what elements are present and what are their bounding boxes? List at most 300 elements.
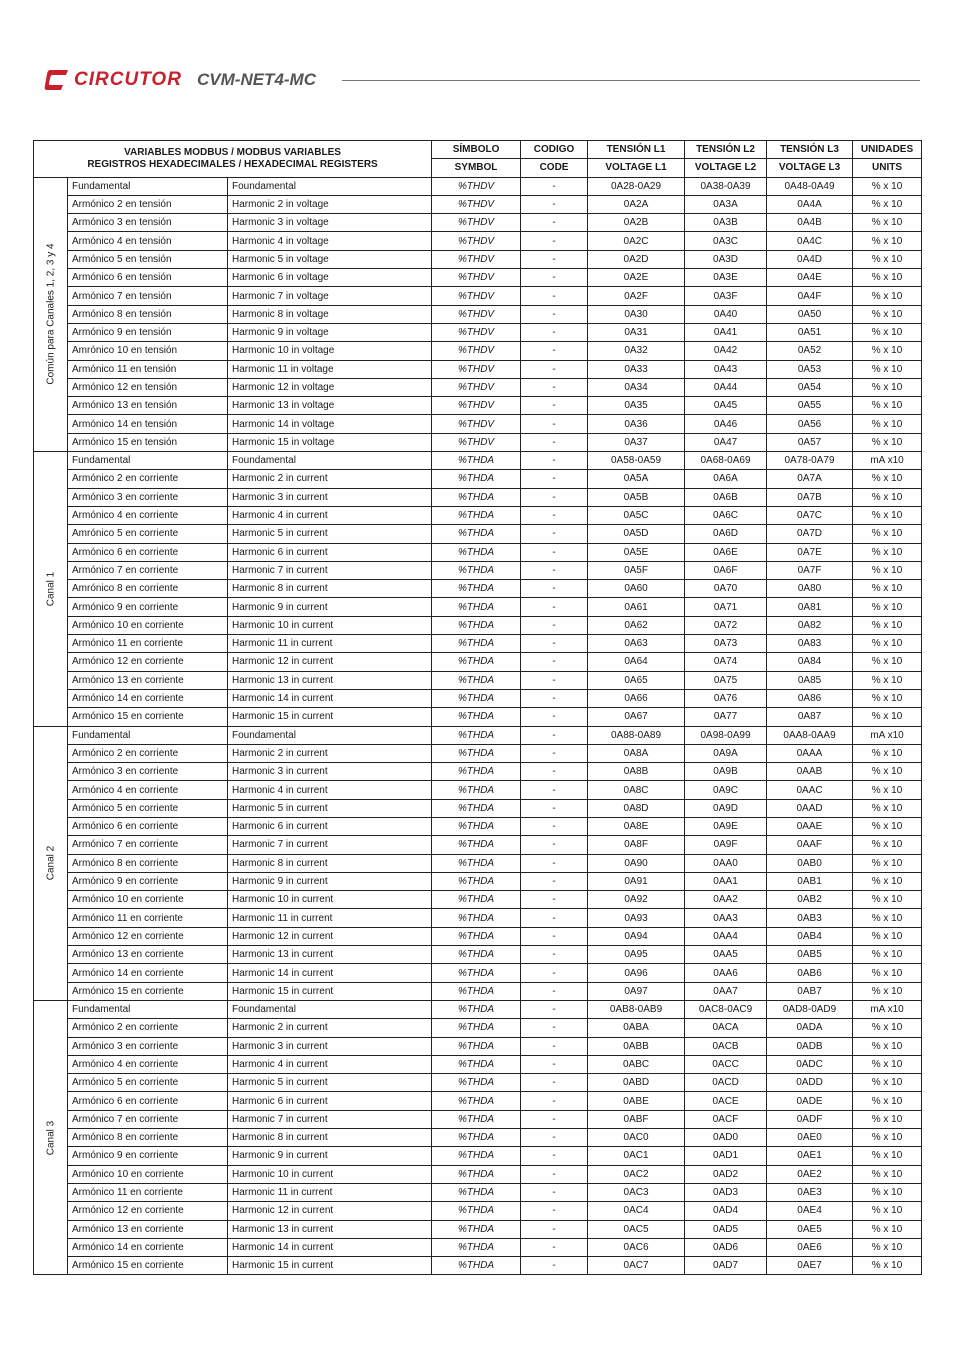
cell-register-l2: 0AD3	[685, 1183, 767, 1201]
table-row	[34, 378, 922, 396]
cell-register-l3: 0AAD	[767, 799, 853, 817]
cell-code: -	[521, 1110, 588, 1128]
cell-code: -	[521, 927, 588, 945]
cell-code: -	[521, 177, 588, 195]
cell-units: % x 10	[853, 1110, 922, 1128]
cell-register-l3: 0AA8-0AA9	[767, 726, 853, 744]
cell-description-es: Armónico 15 en tensión	[68, 433, 228, 451]
cell-register-l1: 0AC3	[588, 1183, 685, 1201]
cell-description-es: Armónico 10 en corriente	[68, 616, 228, 634]
cell-description-es: Armónico 9 en corriente	[68, 872, 228, 890]
cell-code: -	[521, 287, 588, 305]
cell-register-l3: 0A81	[767, 598, 853, 616]
cell-register-l2: 0A98-0A99	[685, 726, 767, 744]
cell-code: -	[521, 232, 588, 250]
cell-description-en: Foundamental	[228, 177, 432, 195]
cell-units: % x 10	[853, 616, 922, 634]
cell-description-en: Harmonic 2 in current	[228, 744, 432, 762]
cell-register-l1: 0A30	[588, 305, 685, 323]
cell-description-en: Harmonic 10 in current	[228, 616, 432, 634]
cell-code: -	[521, 872, 588, 890]
cell-description-es: Armónico 15 en corriente	[68, 982, 228, 1000]
cell-register-l2: 0AD5	[685, 1220, 767, 1238]
cell-register-l3: 0AAB	[767, 763, 853, 781]
cell-symbol: %THDV	[432, 360, 521, 378]
cell-code: -	[521, 891, 588, 909]
cell-description-es: Armónico 6 en corriente	[68, 1092, 228, 1110]
model-name: CVM-NET4-MC	[197, 70, 316, 89]
cell-symbol: %THDA	[432, 1074, 521, 1092]
cell-register-l2: 0A9E	[685, 817, 767, 835]
cell-symbol: %THDA	[432, 1110, 521, 1128]
cell-register-l1: 0AB8-0AB9	[588, 1000, 685, 1018]
cell-register-l2: 0A47	[685, 433, 767, 451]
cell-units: % x 10	[853, 488, 922, 506]
cell-description-es: Armónico 7 en tensión	[68, 287, 228, 305]
cell-description-en: Harmonic 15 in current	[228, 1257, 432, 1275]
cell-description-en: Harmonic 6 in current	[228, 543, 432, 561]
cell-description-en: Harmonic 6 in voltage	[228, 269, 432, 287]
cell-description-en: Harmonic 5 in current	[228, 525, 432, 543]
cell-register-l3: 0A50	[767, 305, 853, 323]
table-row	[34, 763, 922, 781]
cell-register-l2: 0AA3	[685, 909, 767, 927]
cell-units: % x 10	[853, 250, 922, 268]
table-row	[34, 177, 922, 195]
cell-description-en: Harmonic 8 in current	[228, 854, 432, 872]
table-row	[34, 433, 922, 451]
cell-units: % x 10	[853, 708, 922, 726]
cell-symbol: %THDA	[432, 763, 521, 781]
cell-symbol: %THDA	[432, 744, 521, 762]
table-row	[34, 561, 922, 579]
cell-register-l2: 0A76	[685, 689, 767, 707]
cell-register-l2: 0AD0	[685, 1129, 767, 1147]
cell-symbol: %THDV	[432, 195, 521, 213]
cell-register-l2: 0AA4	[685, 927, 767, 945]
cell-register-l1: 0A8F	[588, 836, 685, 854]
header-divider	[342, 80, 920, 81]
cell-description-en: Foundamental	[228, 726, 432, 744]
table-title	[34, 141, 432, 178]
cell-code: -	[521, 342, 588, 360]
cell-description-es: Armónico 12 en tensión	[68, 378, 228, 396]
cell-code: -	[521, 1074, 588, 1092]
cell-register-l3: 0A78-0A79	[767, 452, 853, 470]
cell-units: mA x10	[853, 1000, 922, 1018]
cell-description-es: Armónico 11 en corriente	[68, 1183, 228, 1201]
cell-register-l1: 0A8B	[588, 763, 685, 781]
cell-description-en: Harmonic 13 in voltage	[228, 397, 432, 415]
cell-register-l1: 0A5B	[588, 488, 685, 506]
table-row	[34, 817, 922, 835]
cell-symbol: %THDA	[432, 543, 521, 561]
cell-symbol: %THDA	[432, 580, 521, 598]
cell-description-es: Armónico 2 en corriente	[68, 1019, 228, 1037]
cell-units: % x 10	[853, 580, 922, 598]
cell-description-es: Armónico 3 en tensión	[68, 214, 228, 232]
cell-register-l2: 0A70	[685, 580, 767, 598]
cell-code: -	[521, 1129, 588, 1147]
cell-code: -	[521, 799, 588, 817]
cell-units: % x 10	[853, 1129, 922, 1147]
cell-symbol: %THDA	[432, 964, 521, 982]
cell-register-l3: 0AE0	[767, 1129, 853, 1147]
group-label: Canal 1	[45, 571, 56, 606]
cell-description-en: Harmonic 15 in voltage	[228, 433, 432, 451]
cell-register-l2: 0A9D	[685, 799, 767, 817]
table-row	[34, 1055, 922, 1073]
table-row	[34, 506, 922, 524]
cell-symbol: %THDA	[432, 525, 521, 543]
cell-register-l1: 0A2C	[588, 232, 685, 250]
cell-units: % x 10	[853, 653, 922, 671]
cell-units: % x 10	[853, 177, 922, 195]
cell-register-l3: 0AE4	[767, 1202, 853, 1220]
cell-symbol: %THDV	[432, 342, 521, 360]
cell-description-es: Armónico 3 en corriente	[68, 763, 228, 781]
cell-code: -	[521, 1092, 588, 1110]
cell-description-es: Armónico 3 en corriente	[68, 488, 228, 506]
cell-description-es: Armónico 15 en corriente	[68, 708, 228, 726]
cell-symbol: %THDA	[432, 854, 521, 872]
cell-code: -	[521, 415, 588, 433]
cell-symbol: %THDA	[432, 1129, 521, 1147]
table-title-line1: VARIABLES MODBUS / MODBUS VARIABLES	[124, 146, 341, 158]
cell-description-es: Armónico 2 en corriente	[68, 744, 228, 762]
cell-register-l3: 0AB4	[767, 927, 853, 945]
col-header-l1-en: VOLTAGE L1	[588, 159, 685, 177]
cell-description-es: Amrónico 8 en corriente	[68, 580, 228, 598]
cell-symbol: %THDA	[432, 1202, 521, 1220]
cell-register-l3: 0AE6	[767, 1238, 853, 1256]
cell-code: -	[521, 1037, 588, 1055]
cell-description-es: Armónico 12 en corriente	[68, 927, 228, 945]
cell-register-l2: 0A3D	[685, 250, 767, 268]
cell-code: -	[521, 964, 588, 982]
cell-description-en: Harmonic 10 in current	[228, 1165, 432, 1183]
cell-register-l2: 0AD6	[685, 1238, 767, 1256]
cell-symbol: %THDA	[432, 891, 521, 909]
cell-code: -	[521, 433, 588, 451]
cell-description-es: Armónico 9 en tensión	[68, 323, 228, 341]
cell-description-es: Armónico 9 en corriente	[68, 1147, 228, 1165]
cell-symbol: %THDA	[432, 817, 521, 835]
cell-units: % x 10	[853, 1165, 922, 1183]
cell-register-l2: 0A73	[685, 635, 767, 653]
cell-register-l3: 0AD8-0AD9	[767, 1000, 853, 1018]
cell-code: -	[521, 744, 588, 762]
cell-code: -	[521, 214, 588, 232]
cell-register-l2: 0A6A	[685, 470, 767, 488]
cell-symbol: %THDV	[432, 250, 521, 268]
cell-register-l3: 0AE7	[767, 1257, 853, 1275]
cell-register-l3: 0A56	[767, 415, 853, 433]
cell-units: % x 10	[853, 1037, 922, 1055]
cell-units: % x 10	[853, 433, 922, 451]
cell-symbol: %THDV	[432, 415, 521, 433]
cell-register-l3: 0A80	[767, 580, 853, 598]
cell-units: % x 10	[853, 1257, 922, 1275]
cell-register-l1: 0A2D	[588, 250, 685, 268]
cell-description-es: Fundamental	[68, 1000, 228, 1018]
cell-register-l3: 0ADC	[767, 1055, 853, 1073]
cell-register-l2: 0A38-0A39	[685, 177, 767, 195]
cell-register-l1: 0A64	[588, 653, 685, 671]
cell-register-l3: 0AE1	[767, 1147, 853, 1165]
table-row	[34, 982, 922, 1000]
cell-units: % x 10	[853, 744, 922, 762]
cell-symbol: %THDA	[432, 470, 521, 488]
cell-code: -	[521, 982, 588, 1000]
cell-units: % x 10	[853, 543, 922, 561]
cell-register-l1: 0A5A	[588, 470, 685, 488]
cell-code: -	[521, 1257, 588, 1275]
cell-register-l2: 0ACA	[685, 1019, 767, 1037]
cell-symbol: %THDV	[432, 397, 521, 415]
cell-code: -	[521, 1220, 588, 1238]
group-label: Canal 3	[45, 1120, 56, 1155]
table-row	[34, 232, 922, 250]
cell-register-l1: 0A2F	[588, 287, 685, 305]
cell-units: % x 10	[853, 635, 922, 653]
table-row	[34, 415, 922, 433]
cell-code: -	[521, 1147, 588, 1165]
cell-description-en: Harmonic 6 in current	[228, 1092, 432, 1110]
cell-register-l1: 0A37	[588, 433, 685, 451]
col-header-l3-en: VOLTAGE L3	[767, 159, 853, 177]
cell-register-l3: 0A7A	[767, 470, 853, 488]
table-body	[34, 177, 922, 1275]
cell-register-l3: 0A86	[767, 689, 853, 707]
cell-register-l3: 0AB0	[767, 854, 853, 872]
cell-units: % x 10	[853, 342, 922, 360]
cell-register-l3: 0AAE	[767, 817, 853, 835]
cell-register-l2: 0A41	[685, 323, 767, 341]
cell-register-l3: 0A4D	[767, 250, 853, 268]
cell-register-l2: 0A9B	[685, 763, 767, 781]
cell-register-l1: 0ABA	[588, 1019, 685, 1037]
cell-code: -	[521, 378, 588, 396]
cell-register-l3: 0AE2	[767, 1165, 853, 1183]
table-row	[34, 305, 922, 323]
cell-symbol: %THDA	[432, 982, 521, 1000]
cell-units: % x 10	[853, 305, 922, 323]
cell-units: mA x10	[853, 452, 922, 470]
cell-register-l2: 0ACC	[685, 1055, 767, 1073]
cell-register-l2: 0A6E	[685, 543, 767, 561]
cell-symbol: %THDA	[432, 872, 521, 890]
cell-register-l1: 0AC2	[588, 1165, 685, 1183]
cell-description-en: Harmonic 12 in current	[228, 927, 432, 945]
cell-symbol: %THDV	[432, 177, 521, 195]
cell-register-l1: 0A61	[588, 598, 685, 616]
cell-register-l1: 0A96	[588, 964, 685, 982]
table-row	[34, 452, 922, 470]
cell-register-l1: 0A31	[588, 323, 685, 341]
table-row	[34, 269, 922, 287]
cell-description-en: Harmonic 5 in current	[228, 799, 432, 817]
table-row	[34, 1019, 922, 1037]
circutor-logo	[44, 68, 182, 92]
table-row	[34, 525, 922, 543]
cell-description-en: Harmonic 9 in voltage	[228, 323, 432, 341]
cell-register-l2: 0A74	[685, 653, 767, 671]
cell-symbol: %THDA	[432, 598, 521, 616]
cell-description-en: Harmonic 7 in current	[228, 1110, 432, 1128]
page-header	[44, 66, 922, 94]
cell-register-l2: 0A77	[685, 708, 767, 726]
cell-register-l3: 0A7C	[767, 506, 853, 524]
cell-units: % x 10	[853, 561, 922, 579]
cell-description-es: Amrónico 5 en corriente	[68, 525, 228, 543]
cell-description-es: Armónico 6 en corriente	[68, 817, 228, 835]
cell-units: % x 10	[853, 1183, 922, 1201]
cell-description-es: Armónico 13 en corriente	[68, 1220, 228, 1238]
cell-description-en: Harmonic 8 in current	[228, 1129, 432, 1147]
cell-code: -	[521, 946, 588, 964]
cell-register-l1: 0A97	[588, 982, 685, 1000]
cell-units: % x 10	[853, 946, 922, 964]
cell-description-es: Armónico 14 en corriente	[68, 964, 228, 982]
cell-description-es: Armónico 4 en tensión	[68, 232, 228, 250]
cell-symbol: %THDA	[432, 1165, 521, 1183]
cell-description-es: Armónico 12 en corriente	[68, 653, 228, 671]
cell-register-l3: 0ADB	[767, 1037, 853, 1055]
cell-symbol: %THDA	[432, 1055, 521, 1073]
cell-code: -	[521, 488, 588, 506]
cell-description-es: Armónico 14 en corriente	[68, 689, 228, 707]
table-row	[34, 1220, 922, 1238]
cell-register-l3: 0A4E	[767, 269, 853, 287]
table-row	[34, 909, 922, 927]
cell-units: % x 10	[853, 287, 922, 305]
cell-code: -	[521, 543, 588, 561]
cell-code: -	[521, 836, 588, 854]
cell-register-l2: 0A6D	[685, 525, 767, 543]
col-header-symbol-en: SYMBOL	[432, 159, 521, 177]
cell-description-es: Armónico 13 en tensión	[68, 397, 228, 415]
cell-description-es: Fundamental	[68, 177, 228, 195]
cell-units: % x 10	[853, 232, 922, 250]
table-row	[34, 470, 922, 488]
cell-description-es: Armónico 8 en corriente	[68, 854, 228, 872]
cell-register-l3: 0A4A	[767, 195, 853, 213]
cell-register-l1: 0A65	[588, 671, 685, 689]
cell-register-l3: 0ADA	[767, 1019, 853, 1037]
cell-units: % x 10	[853, 1147, 922, 1165]
cell-description-en: Harmonic 4 in voltage	[228, 232, 432, 250]
cell-description-en: Harmonic 13 in current	[228, 946, 432, 964]
cell-symbol: %THDA	[432, 616, 521, 634]
cell-register-l3: 0ADD	[767, 1074, 853, 1092]
cell-symbol: %THDA	[432, 946, 521, 964]
table-row	[34, 287, 922, 305]
cell-description-es: Armónico 10 en corriente	[68, 891, 228, 909]
cell-register-l1: 0A93	[588, 909, 685, 927]
cell-description-en: Harmonic 12 in current	[228, 1202, 432, 1220]
table-row	[34, 854, 922, 872]
cell-description-en: Harmonic 12 in current	[228, 653, 432, 671]
cell-register-l2: 0ACE	[685, 1092, 767, 1110]
cell-description-es: Armónico 11 en corriente	[68, 635, 228, 653]
cell-description-es: Armónico 5 en corriente	[68, 1074, 228, 1092]
cell-register-l3: 0A48-0A49	[767, 177, 853, 195]
cell-description-en: Harmonic 3 in current	[228, 488, 432, 506]
cell-code: -	[521, 1165, 588, 1183]
cell-register-l2: 0A3B	[685, 214, 767, 232]
cell-units: % x 10	[853, 909, 922, 927]
cell-units: % x 10	[853, 1074, 922, 1092]
table-row	[34, 1183, 922, 1201]
table-row	[34, 964, 922, 982]
circutor-logo-icon	[44, 68, 70, 92]
cell-description-en: Harmonic 2 in current	[228, 470, 432, 488]
cell-register-l1: 0A8A	[588, 744, 685, 762]
table-row	[34, 488, 922, 506]
cell-register-l2: 0AC8-0AC9	[685, 1000, 767, 1018]
col-header-code-en: CODE	[521, 159, 588, 177]
cell-register-l2: 0AA7	[685, 982, 767, 1000]
cell-description-en: Harmonic 2 in voltage	[228, 195, 432, 213]
cell-units: % x 10	[853, 817, 922, 835]
cell-register-l3: 0A54	[767, 378, 853, 396]
cell-description-en: Harmonic 7 in current	[228, 561, 432, 579]
cell-register-l3: 0A55	[767, 397, 853, 415]
cell-units: % x 10	[853, 378, 922, 396]
cell-register-l1: 0A34	[588, 378, 685, 396]
cell-description-en: Harmonic 3 in current	[228, 763, 432, 781]
cell-description-es: Armónico 8 en corriente	[68, 1129, 228, 1147]
cell-description-es: Fundamental	[68, 726, 228, 744]
cell-symbol: %THDA	[432, 689, 521, 707]
cell-units: % x 10	[853, 598, 922, 616]
table-row	[34, 1238, 922, 1256]
cell-register-l3: 0AE3	[767, 1183, 853, 1201]
table-row	[34, 543, 922, 561]
cell-register-l1: 0A28-0A29	[588, 177, 685, 195]
cell-units: % x 10	[853, 982, 922, 1000]
cell-description-es: Armónico 4 en corriente	[68, 781, 228, 799]
cell-register-l1: 0A8C	[588, 781, 685, 799]
cell-units: % x 10	[853, 854, 922, 872]
col-header-l3-es: TENSIÓN L3	[767, 141, 853, 159]
cell-description-en: Harmonic 3 in current	[228, 1037, 432, 1055]
cell-register-l1: 0A5D	[588, 525, 685, 543]
table-row	[34, 580, 922, 598]
cell-symbol: %THDA	[432, 1019, 521, 1037]
table-row	[34, 927, 922, 945]
cell-units: % x 10	[853, 927, 922, 945]
col-header-l1-es: TENSIÓN L1	[588, 141, 685, 159]
cell-code: -	[521, 708, 588, 726]
cell-description-en: Harmonic 4 in current	[228, 1055, 432, 1073]
cell-symbol: %THDA	[432, 1000, 521, 1018]
cell-symbol: %THDV	[432, 269, 521, 287]
cell-register-l2: 0AD1	[685, 1147, 767, 1165]
cell-code: -	[521, 1183, 588, 1201]
table-row	[34, 872, 922, 890]
cell-code: -	[521, 854, 588, 872]
cell-code: -	[521, 781, 588, 799]
cell-register-l2: 0AA0	[685, 854, 767, 872]
cell-register-l1: 0A63	[588, 635, 685, 653]
cell-units: % x 10	[853, 763, 922, 781]
cell-register-l1: 0A91	[588, 872, 685, 890]
cell-description-es: Armónico 14 en tensión	[68, 415, 228, 433]
cell-symbol: %THDA	[432, 909, 521, 927]
cell-register-l3: 0A4F	[767, 287, 853, 305]
